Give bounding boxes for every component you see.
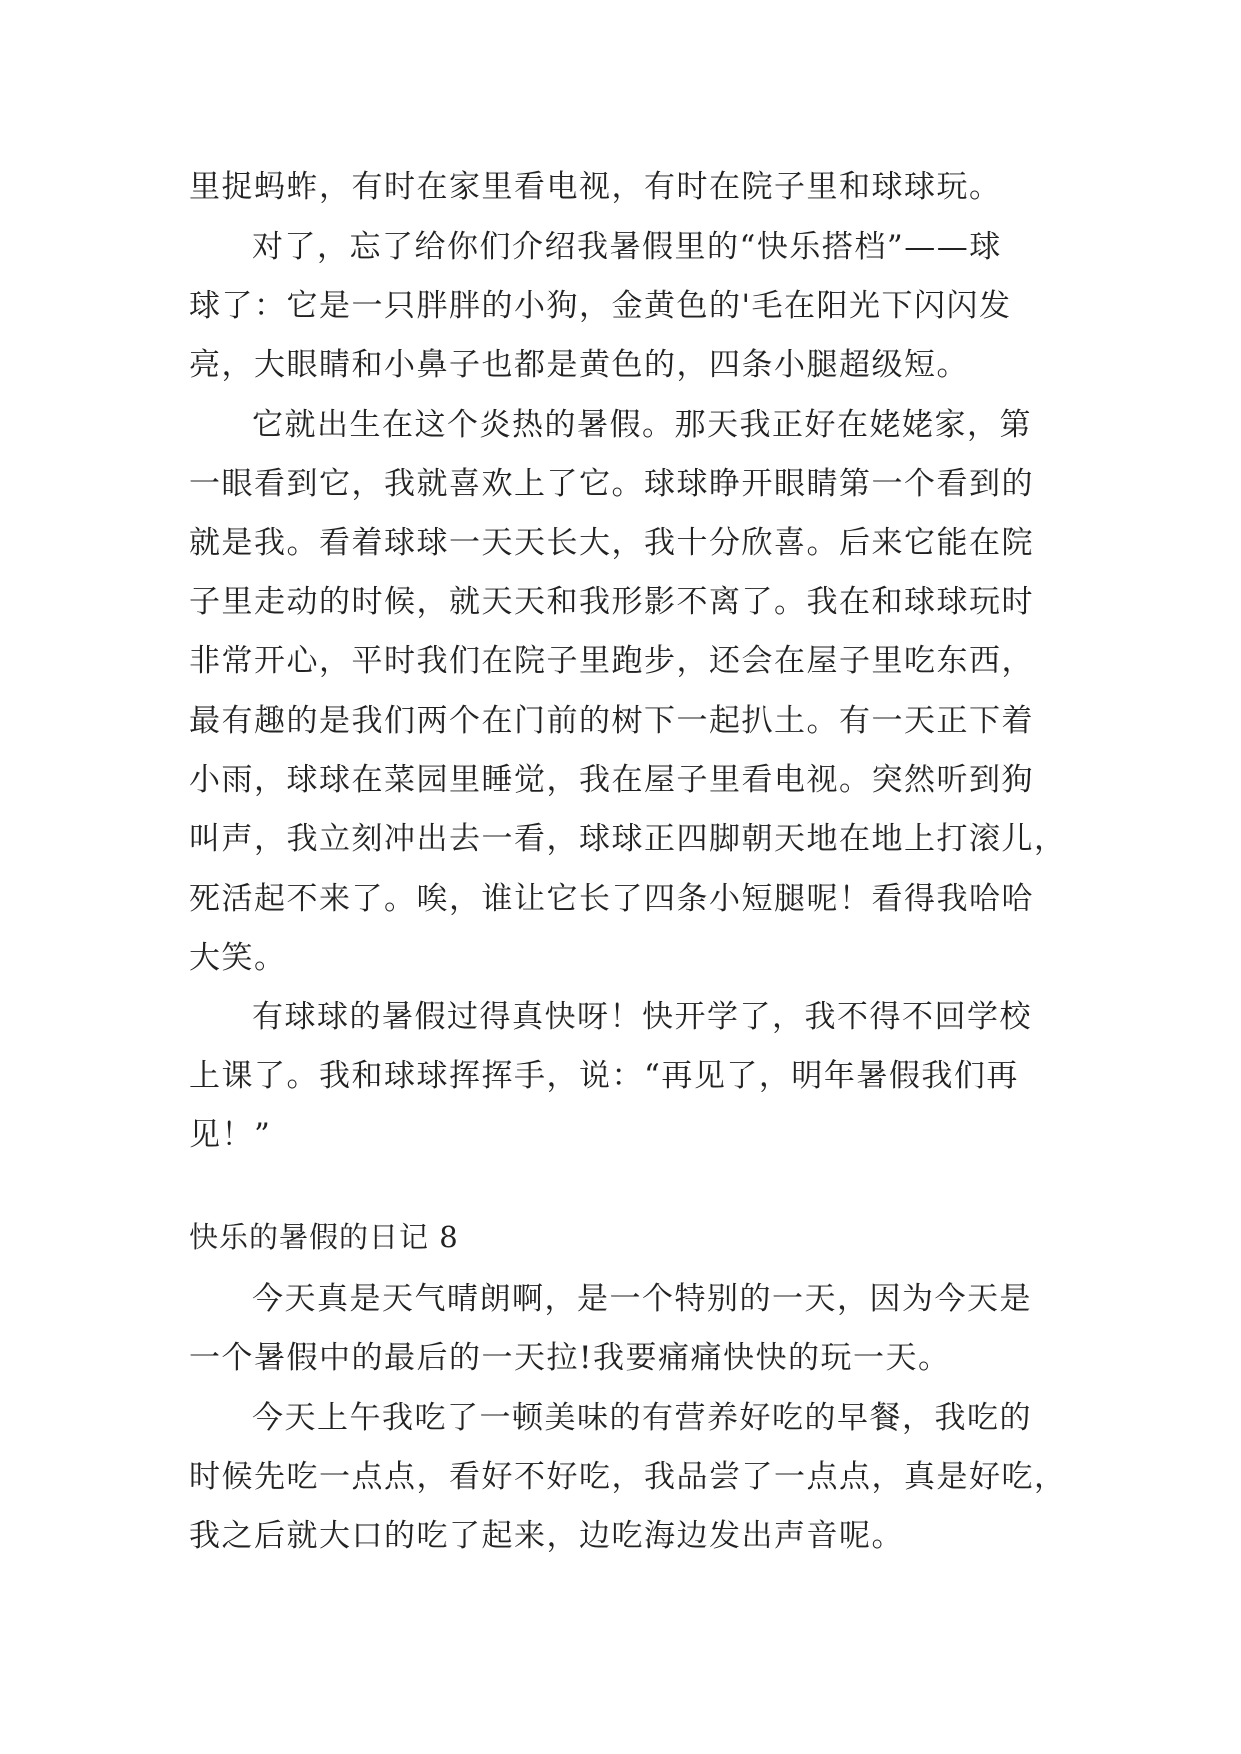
paragraph-line: 一个暑假中的最后的一天拉!我要痛痛快快的玩一天。	[189, 1340, 951, 1376]
paragraph-line: 里捉蚂蚱，有时在家里看电视，有时在院子里和球球玩。	[189, 169, 1002, 205]
paragraph-line: 亮，大眼睛和小鼻子也都是黄色的，四条小腿超级短。	[189, 347, 969, 383]
paragraph-line: 大笑。	[189, 940, 287, 976]
paragraph-line: 非常开心，平时我们在院子里跑步，还会在屋子里吃东西，	[189, 643, 1034, 679]
paragraph-line: 子里走动的时候，就天天和我形影不离了。我在和球球玩时	[189, 584, 1034, 620]
paragraph-line: 我之后就大口的吃了起来，边吃海边发出声音呢。	[189, 1518, 904, 1554]
paragraph-line: 今天真是天气晴朗啊，是一个特别的一天，因为今天是	[252, 1281, 1032, 1317]
paragraph-line: 见！”	[189, 1117, 272, 1153]
paragraph-line: 时候先吃一点点，看好不好吃，我品尝了一点点，真是好吃，	[189, 1459, 1067, 1495]
paragraph-line: 就是我。看着球球一天天长大，我十分欣喜。后来它能在院	[189, 525, 1034, 561]
paragraph-line: 今天上午我吃了一顿美味的有营养好吃的早餐，我吃的	[252, 1400, 1032, 1436]
paragraph-line: 有球球的暑假过得真快呀！快开学了，我不得不回学校	[252, 999, 1032, 1035]
paragraph-line: 最有趣的是我们两个在门前的树下一起扒土。有一天正下着	[189, 703, 1034, 739]
paragraph-line: 一眼看到它，我就喜欢上了它。球球睁开眼睛第一个看到的	[189, 466, 1034, 502]
paragraph-line: 它就出生在这个炎热的暑假。那天我正好在姥姥家，第	[252, 407, 1032, 443]
paragraph-line: 死活起不来了。唉，谁让它长了四条小短腿呢！看得我哈哈	[189, 881, 1034, 917]
paragraph-line: 球了：它是一只胖胖的小狗，金黄色的'毛在阳光下闪闪发	[189, 288, 1012, 324]
paragraph-line: 叫声，我立刻冲出去一看，球球正四脚朝天地在地上打滚儿，	[189, 821, 1067, 857]
paragraph-line: 小雨，球球在菜园里睡觉，我在屋子里看电视。突然听到狗	[189, 762, 1034, 798]
section-heading: 快乐的暑假的日记 8	[189, 1220, 459, 1254]
paragraph-line: 对了，忘了给你们介绍我暑假里的“快乐搭档”——球	[252, 229, 1002, 265]
paragraph-line: 上课了。我和球球挥挥手，说：“再见了，明年暑假我们再	[189, 1058, 1019, 1094]
